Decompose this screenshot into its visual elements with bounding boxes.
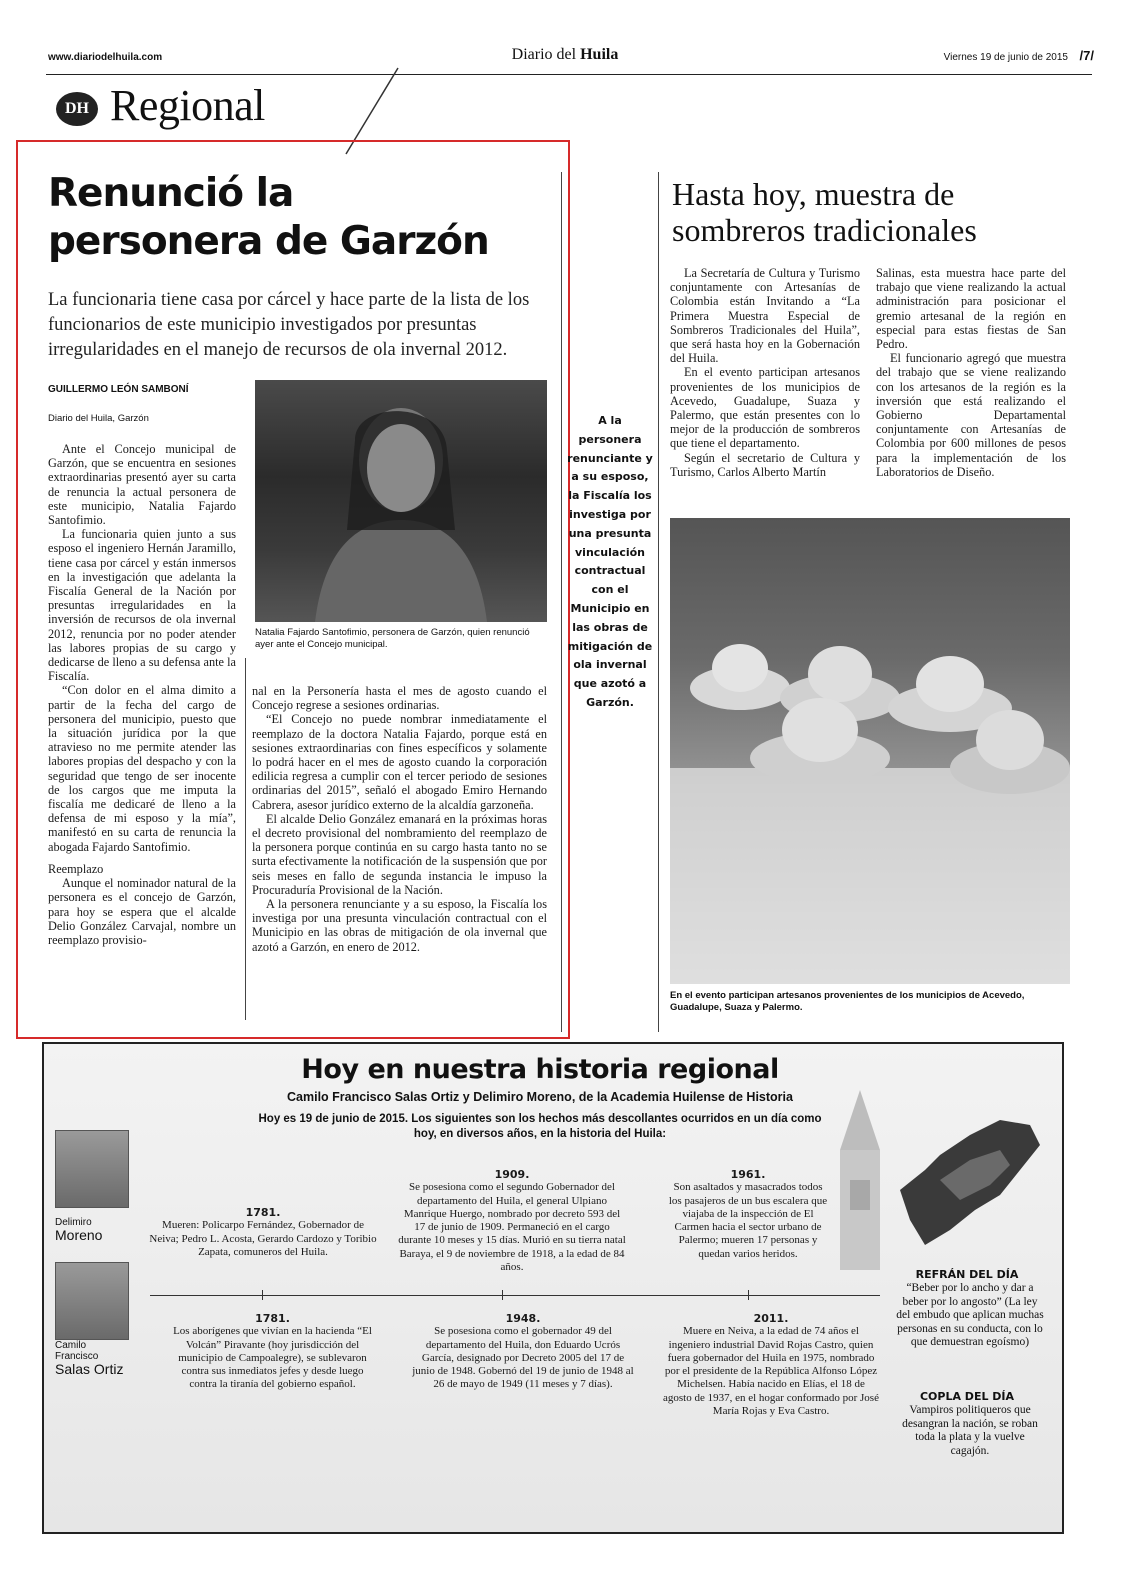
main-column-1 — [48, 442, 236, 947]
timeline-event: 1781. Los aborígenes que vivían en la hacienda “El Volcán” Piravante (hoy jurisdicción del municipio de Campoalegre), se sublevaron contra sus inmediatos jefes y desde luego contra la tiranía del gobierno español. — [173, 1312, 372, 1391]
person-name-salas: Camilo Francisco Salas Ortiz — [55, 1340, 124, 1377]
paragraph: Salinas, esta muestra hace parte del trabajo que viene realizando la actual administración para posicionar el gremio artesanal de la región en especial para estas fiestas de San Pedro. — [876, 266, 1066, 352]
dh-logo-icon: DH — [56, 92, 98, 126]
header-rule — [46, 74, 1092, 75]
paragraph: “El Concejo no puede nombrar inmediatamente el reemplazo de la doctora Natalia Fajardo, porque está en sesiones extraordinarias con fines específicos y solamente lo podrá hacer en el mes de agosto cuando la corporación edilicia regresa a cumplir con el tercer periodo de sesiones ordinarias del 2015”, señaló el abogado Emiro Hernando Cabrera, asesor jurídico externo de la alcaldía garzoneña. — [252, 712, 547, 812]
paragraph: Aunque el nominador natural de la personera es el concejo de Garzón, para hoy se espera que el alcalde Delio González Carvajal, nombre un reemplazo provisio- — [48, 876, 236, 947]
paragraph: La Secretaría de Cultura y Turismo conjuntamente con Artesanías de Colombia están Invitando a “La Primera Muestra Especial de Sombreros Tradicionales del Huila”, que será hasta hoy en la Gobernación del Huila. — [670, 266, 860, 366]
page-number: /7/ — [1079, 48, 1094, 63]
side-column-2 — [876, 266, 1066, 479]
refran-text: “Beber por lo ancho y dar a beber por lo angosto” (La ley del embudo que aplican muchas personas en su conducta, con lo que demuestran egoísmo) — [896, 1282, 1044, 1348]
paragraph: Según el secretario de Cultura y Turismo, Carlos Alberto Martín — [670, 450, 860, 479]
side-column-1 — [670, 266, 860, 479]
person-silhouette-icon — [255, 380, 547, 622]
pull-quote: A la personera renunciante y a su esposo, la Fiscalía los investiga por una presunta vinculación contractual con el Municipio en las obras de mitigación de ola invernal que azotó a Garzón. — [567, 414, 653, 709]
paragraph: nal en la Personería hasta el mes de agosto cuando el Concejo regrese a sesiones ordinarias. — [252, 684, 547, 713]
paragraph: Ante el Concejo municipal de Garzón, que se encuentra en sesiones extraordinarias presentó ayer su carta de renuncia la actual personera de este municipio, Natalia Fajardo Santofimio. — [48, 442, 236, 528]
refran-title: REFRÁN DEL DÍA — [915, 1268, 1019, 1281]
paragraph: La funcionaria quien junto a sus esposo el ingeniero Hernán Jaramillo, tiene casa por cárcel y están inmersos en la investigación que adelanta la Fiscalía General de la Nación por presuntas irregularidades en la inversión de recursos de ola invernal 2012, renuncia por no poder atender las labores propias de su cargo y dedicarse de lleno a su defensa ante la Fiscalía. — [48, 527, 236, 684]
side-headline: Hasta hoy, muestra de sombreros tradicionales — [672, 176, 977, 248]
timeline-tick — [502, 1290, 503, 1300]
personera-photo — [255, 380, 547, 622]
subtitle-reemplazo: Reemplazo — [48, 861, 104, 876]
timeline-event: 1948. Se posesiona como el gobernador 49 del departamento del Huila, don Eduardo Ucrós García, designado por Decreto 2005 del 17 de junio de 1948. Gobernó del 19 de junio de 1948 al 26 de mayo de 1949 (11 meses y 7 días). — [412, 1312, 634, 1391]
hats-icon — [670, 518, 1070, 984]
hats-photo — [670, 518, 1070, 984]
copla-text: Vampiros politiqueros que desangran la nación, se roban toda la plata y la vuelve cagajón. — [902, 1404, 1038, 1457]
paragraph: En el evento participan artesanos provenientes de los municipios de Acevedo, Guadalupe, Suaza y Palermo, que están presentes con lo mejor de la producción de sombreros que tiene el departamento. — [670, 365, 860, 451]
timeline-tick — [262, 1290, 263, 1300]
paragraph: El funcionario agregó que muestra del trabajo que se viene realizando con los artesanos de la región es la inversión que está realizando el Gobierno Departamental conjuntamente con Artesanías de Colombia por 600 millones de pesos para la implementación de los Laboratorios de Diseño. — [876, 351, 1066, 479]
column-rule — [245, 658, 246, 1020]
main-headline: Renunció la personera de Garzón — [48, 171, 489, 264]
personera-photo-caption: Natalia Fajardo Santofimio, personera de Garzón, quien renunció ayer ante el Concejo municipal. — [255, 627, 530, 650]
issue-date: Viernes 19 de junio de 2015 — [943, 52, 1068, 63]
person-name-moreno: Delimiro Moreno — [55, 1217, 103, 1243]
section-title: Regional — [110, 81, 265, 130]
paragraph: El alcalde Delio González emanará en la próximas horas el decreto provisional del nombramiento del reemplazo de la personera porque continúa en su cargo hasta tanto no se surta efectivamente la notificación de la suspensión que por seis meses en fallo de segunda instancia le impuso la Procuraduría Provisional de la Nación. — [252, 811, 547, 897]
timeline-event: 1909. Se posesiona como el segundo Gobernador del departamento del Huila, el general Ulpiano Manrique Huergo, nombrado por decreto 593 del 17 de junio de 1909. Permaneció en el cargo durante 10 meses y 15 días. Murió en su tierra natal Baraya, el 9 de noviembre de 1918, a la edad de 84 años. — [398, 1168, 626, 1274]
main-subheadline: La funcionaria tiene casa por cárcel y hace parte de la lista de los funcionarios de este municipio investigados por presuntas irregularidades en el manejo de recursos de ola invernal 2012. — [48, 290, 530, 360]
column-rule — [561, 172, 562, 1032]
timeline-event: 1961. Son asaltados y masacrados todos los pasajeros de un bus escalera que viajaba de la inspección de El Carmen hacia el sector urbano de Palermo; mueren 17 personas y quedan varios heridos. — [668, 1168, 828, 1260]
huila-map-icon — [880, 1100, 1050, 1250]
paragraph: “Con dolor en el alma dimito a partir de la fecha del cargo de personera del municipio, puesto que la situación jurídica por la que atravieso no me permite atender las labores propias del despacho y con la seguridad que tengo de ser inocente de los cargos que me imputa la fiscalía me dedicaré de lleno a la defensa de mi esposo y la mía”, manifestó en su carta de renuncia la abogada Fajardo Santofimio. — [48, 683, 236, 854]
history-title: Hoy en nuestra historia regional — [301, 1054, 779, 1085]
timeline-tick — [748, 1290, 749, 1300]
paragraph: A la personera renunciante y a su esposo, la Fiscalía los investiga por una presunta vinculación contractual con el Municipio en las obras de mitigación de ola invernal que azotó a Garzón, en enero de 2012. — [252, 897, 547, 954]
timeline-event: 2011. Muere en Neiva, a la edad de 74 años el ingeniero industrial David Rojas Castro, quien fuera gobernador del Huila en 1975, nombrado por el presidente de la República Alfonso López Michelsen. Había nacido en Elías, el 18 de agosto de 1937, en el hogar conformado por José María Rojas y Eva Castro. — [663, 1312, 879, 1418]
timeline-event: 1781. Mueren: Policarpo Fernández, Gobernador de Neiva; Pedro L. Acosta, Gerardo Cardozo y Toribio Zapata, comuneros del Huila. — [149, 1206, 377, 1258]
portrait-delimiro-moreno — [55, 1130, 129, 1208]
byline: GUILLERMO LEÓN SAMBONÍ — [48, 384, 189, 395]
history-intro: Hoy es 19 de junio de 2015. Los siguientes son los hechos más descollantes ocurridos en un día como hoy, en diversos años, en la historia del Huila: — [258, 1113, 822, 1140]
hats-photo-caption: En el evento participan artesanos provenientes de los municipios de Acevedo, Guadalupe, Suaza y Palermo. — [670, 990, 1025, 1013]
copla-title: COPLA DEL DÍA — [919, 1390, 1015, 1403]
main-column-2 — [252, 684, 547, 954]
timeline-line — [150, 1295, 880, 1296]
byline-source: Diario del Huila, Garzón — [48, 413, 149, 424]
newspaper-name: Diario del Huila — [511, 46, 619, 63]
website-url: www.diariodelhuila.com — [48, 52, 163, 63]
portrait-camilo-salas — [55, 1262, 129, 1340]
column-rule — [658, 172, 659, 1032]
history-subtitle: Camilo Francisco Salas Ortiz y Delimiro Moreno, de la Academia Huilense de Historia — [287, 1090, 793, 1104]
